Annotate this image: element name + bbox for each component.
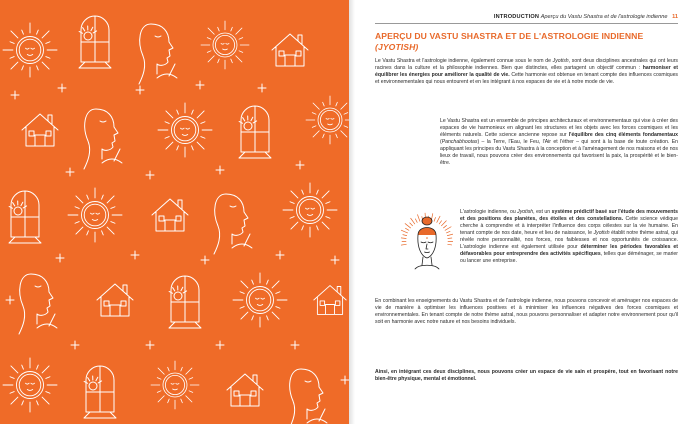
- sun-icon: [233, 273, 287, 327]
- text-run: Ainsi, en intégrant ces deux disciplines, nous pouvons créer un espace de vie sain et prospère, tout en favorisant notre bien-être physique, mental et émotionnel.: [375, 369, 678, 383]
- decorative-pattern-page: [0, 0, 349, 424]
- house-icon: [314, 286, 346, 315]
- window-icon: [84, 366, 116, 418]
- paragraph-vastu: [440, 118, 678, 167]
- sun-icon: [151, 361, 199, 409]
- sparkle-icon: [276, 251, 284, 259]
- sparkle-icon: [196, 81, 204, 89]
- running-head-section: INTRODUCTION: [493, 14, 540, 20]
- text-run: ) – la Terre, l'Eau, le Feu, l'Air et l'éther – qui sont à la base de toute création. En appliquant les principes du Vastu Shastra à la conception et à l'aménagement de nos maisons et de nos lieux de travail, nous pouvons créer des environnements qui favorisent la paix, la prospérité et le bien-être.: [440, 139, 678, 167]
- page-number: 11: [672, 14, 678, 20]
- sparkle-icon: [216, 166, 224, 174]
- sparkle-icon: [146, 341, 154, 349]
- window-icon: [9, 191, 41, 243]
- sparkle-icon: [216, 341, 224, 349]
- sparkle-icon: [296, 161, 304, 169]
- running-head-subtitle: Aperçu du Vastu Shastra et de l'astrologie indienne: [540, 14, 668, 20]
- sparkle-icon: [258, 84, 266, 92]
- face-profile-icon: [214, 194, 252, 254]
- sun-icon: [3, 23, 57, 77]
- text-run: L'astrologie indienne, ou: [460, 209, 518, 215]
- text-run: Cette science védique cherche à comprendre et à interpréter l'influence des corps célestes sur la vie humaine. En tenant compte de nos date, heure et lieu de naissance, le: [460, 216, 678, 237]
- sun-icon: [283, 183, 337, 237]
- sparkle-icon: [146, 171, 154, 179]
- text-run: Le Vastu Shastra est un ensemble de principes architecturaux et environnementaux qui vise à créer des espaces de vie harmonieux en alignant les structures et les objets avec les forces cosmiques et les éléments naturels. Cette science ancienne repose sur: [440, 118, 678, 139]
- emphasis-text: système prédictif basé sur l'étude des mouvements et des positions des planètes, des étoiles et des constellations.: [460, 209, 678, 223]
- emphasis-text: l'équilibre des cinq éléments fondamentaux: [568, 132, 679, 139]
- pattern-illustration: [0, 0, 349, 424]
- text-page: [355, 0, 700, 424]
- sparkle-icon: [6, 296, 14, 304]
- header-rule: [375, 23, 678, 24]
- italic-term: Jyotish: [593, 230, 610, 237]
- sun-icon: [158, 103, 212, 157]
- sparkle-icon: [331, 256, 339, 264]
- emphasis-text: harmoniser et équilibrer les énergies pour améliorer la qualité de vie.: [375, 65, 679, 79]
- sun-icon: [3, 358, 57, 412]
- sun-icon: [201, 21, 249, 69]
- house-icon: [22, 114, 58, 146]
- face-profile-icon: [139, 24, 177, 84]
- meditating-face-icon: [401, 207, 453, 277]
- house-icon: [272, 34, 308, 66]
- sun-icon: [306, 96, 349, 144]
- page-title-sub: (JYOTISH): [375, 41, 419, 52]
- running-head: [494, 14, 678, 20]
- sparkle-icon: [291, 341, 299, 349]
- italic-term: Panchabhootas: [441, 139, 478, 146]
- sparkle-icon: [58, 84, 66, 92]
- window-icon: [169, 276, 201, 328]
- face-profile-icon: [289, 369, 327, 424]
- paragraph-intro: [375, 58, 678, 86]
- sparkle-icon: [66, 168, 74, 176]
- text-run: Le Vastu Shastra et l'astrologie indienne, également connue sous le nom de: [375, 58, 553, 64]
- paragraph-conclusion: [375, 369, 678, 383]
- sparkle-icon: [201, 256, 209, 264]
- page-title-main: APERÇU DU VASTU SHASTRA ET DE L'ASTROLOGIE INDIENNE: [375, 31, 644, 41]
- sparkle-icon: [131, 251, 139, 259]
- sparkle-icon: [341, 376, 349, 384]
- text-run: , sont deux disciplines ancestrales qui ont leurs racines dans la culture et la philosophie indiennes. Bien que distinctes, elles partagent un objectif commun :: [375, 58, 678, 72]
- sparkle-icon: [11, 91, 19, 99]
- face-profile-icon: [19, 274, 57, 334]
- emphasis-text: déterminer les périodes favorables et défavorables pour entreprendre des activités spécifiques: [460, 244, 678, 258]
- sun-icon: [68, 188, 122, 242]
- text-run: En combinant les enseignements du Vastu Shastra et de l'astrologie indienne, nous pouvons concevoir et aménager nos espaces de vie de manière à optimiser les influences positives et à minimiser les influences négatives des forces cosmiques et environnementales. En tenant compte de notre thème astral, nous pouvons personnaliser et adapter notre environnement pour qu'il soit en harmonie avec notre nature et nos besoins individuels.: [375, 298, 678, 326]
- text-run: (: [440, 139, 442, 146]
- text-run: , telles que déménager, se marier ou lancer une entreprise.: [460, 251, 678, 265]
- paragraph-combination: [375, 298, 678, 326]
- window-icon: [239, 106, 271, 158]
- sparkle-icon: [71, 341, 79, 349]
- page-title: [375, 31, 675, 52]
- house-icon: [152, 199, 188, 231]
- italic-term: Jyotish: [517, 209, 534, 215]
- text-run: , est un: [533, 209, 552, 215]
- window-icon: [79, 16, 111, 68]
- house-icon: [227, 374, 263, 406]
- sparkle-icon: [136, 86, 144, 94]
- italic-term: Jyotish: [552, 58, 569, 64]
- sparkle-icon: [56, 254, 64, 262]
- house-icon: [97, 284, 133, 316]
- text-run: établit notre thème astral, qui révèle notre personnalité, nos forces, nos faiblesses et nos opportunités de croissance. L'astrologie indienne est également utilisée pour: [460, 230, 678, 251]
- face-profile-icon: [84, 109, 122, 169]
- paragraph-jyotish: [460, 209, 678, 265]
- text-run: Cette harmonie est obtenue en tenant compte des influences cosmiques et environnementales qui nous entourent et en les intégrant à nos espaces de vie et à notre mode de vie.: [375, 72, 678, 86]
